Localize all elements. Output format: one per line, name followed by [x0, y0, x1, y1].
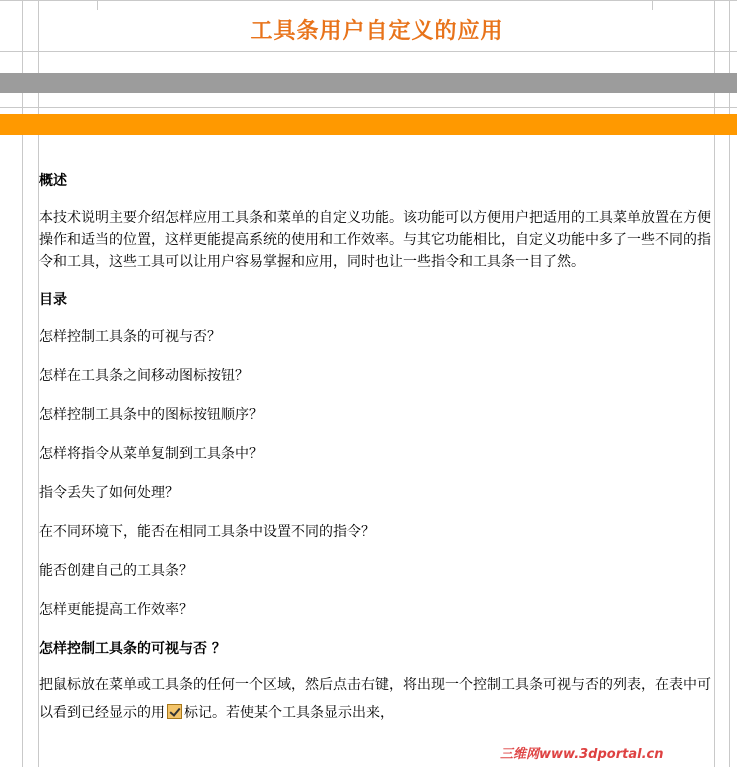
toc-heading: 目录 [39, 292, 67, 308]
watermark-text: 三维网www.3dportal.cn [500, 747, 664, 762]
toc-item[interactable]: 能否创建自己的工具条？ [39, 563, 193, 579]
toc-item[interactable]: 怎样将指令从菜单复制到工具条中？ [39, 446, 263, 462]
toc-item[interactable]: 怎样控制工具条的可视与否？ [39, 329, 221, 345]
frame-line-top-mid-right [652, 0, 653, 10]
toc-item[interactable]: 怎样更能提高工作效率？ [39, 602, 193, 618]
frame-line-under-title [0, 51, 737, 52]
page-title: 工具条用户自定义的应用 [250, 18, 504, 44]
overview-body: 本技术说明主要介绍怎样应用工具条和菜单的自定义功能。该功能可以方便用户把适用的工具菜单放置在方便操作和适当的位置，这样更能提高系统的使用和工作效率。与其它功能相比，自定义功能中多了一些不同的指令和工具，这些工具可以让用户容易掌握和应用，同时也让一些指令和工具条一目了然。 [39, 210, 711, 270]
toc-item[interactable]: 在不同环境下，能否在相同工具条中设置不同的指令？ [39, 524, 375, 540]
toc-item[interactable]: 怎样在工具条之间移动图标按钮？ [39, 368, 249, 384]
frame-line-above-orange [0, 107, 737, 108]
section-heading-visibility: 怎样控制工具条的可视与否 ？ [39, 641, 226, 657]
overview-heading: 概述 [39, 173, 67, 189]
toc-item[interactable]: 指令丢失了如何处理？ [39, 485, 179, 501]
gray-header-bar [0, 73, 737, 93]
checkmark-icon [167, 704, 182, 719]
article-content [39, 170, 713, 743]
section-body-visibility [39, 671, 713, 727]
frame-line-top [0, 0, 737, 1]
orange-header-bar [0, 114, 737, 135]
toc-item[interactable]: 怎样控制工具条中的图标按钮顺序？ [39, 407, 263, 423]
section-body-part1: 把鼠标放在菜单或工具条的任何一个区域，然后点击右键，将出现一个控制工具条可视与否的列表，在表中可以看到已经显示的用 [39, 677, 711, 721]
frame-line-top-mid-left [97, 0, 98, 10]
section-body-part2: 标记。若使某个工具条显示出来， [184, 705, 394, 721]
